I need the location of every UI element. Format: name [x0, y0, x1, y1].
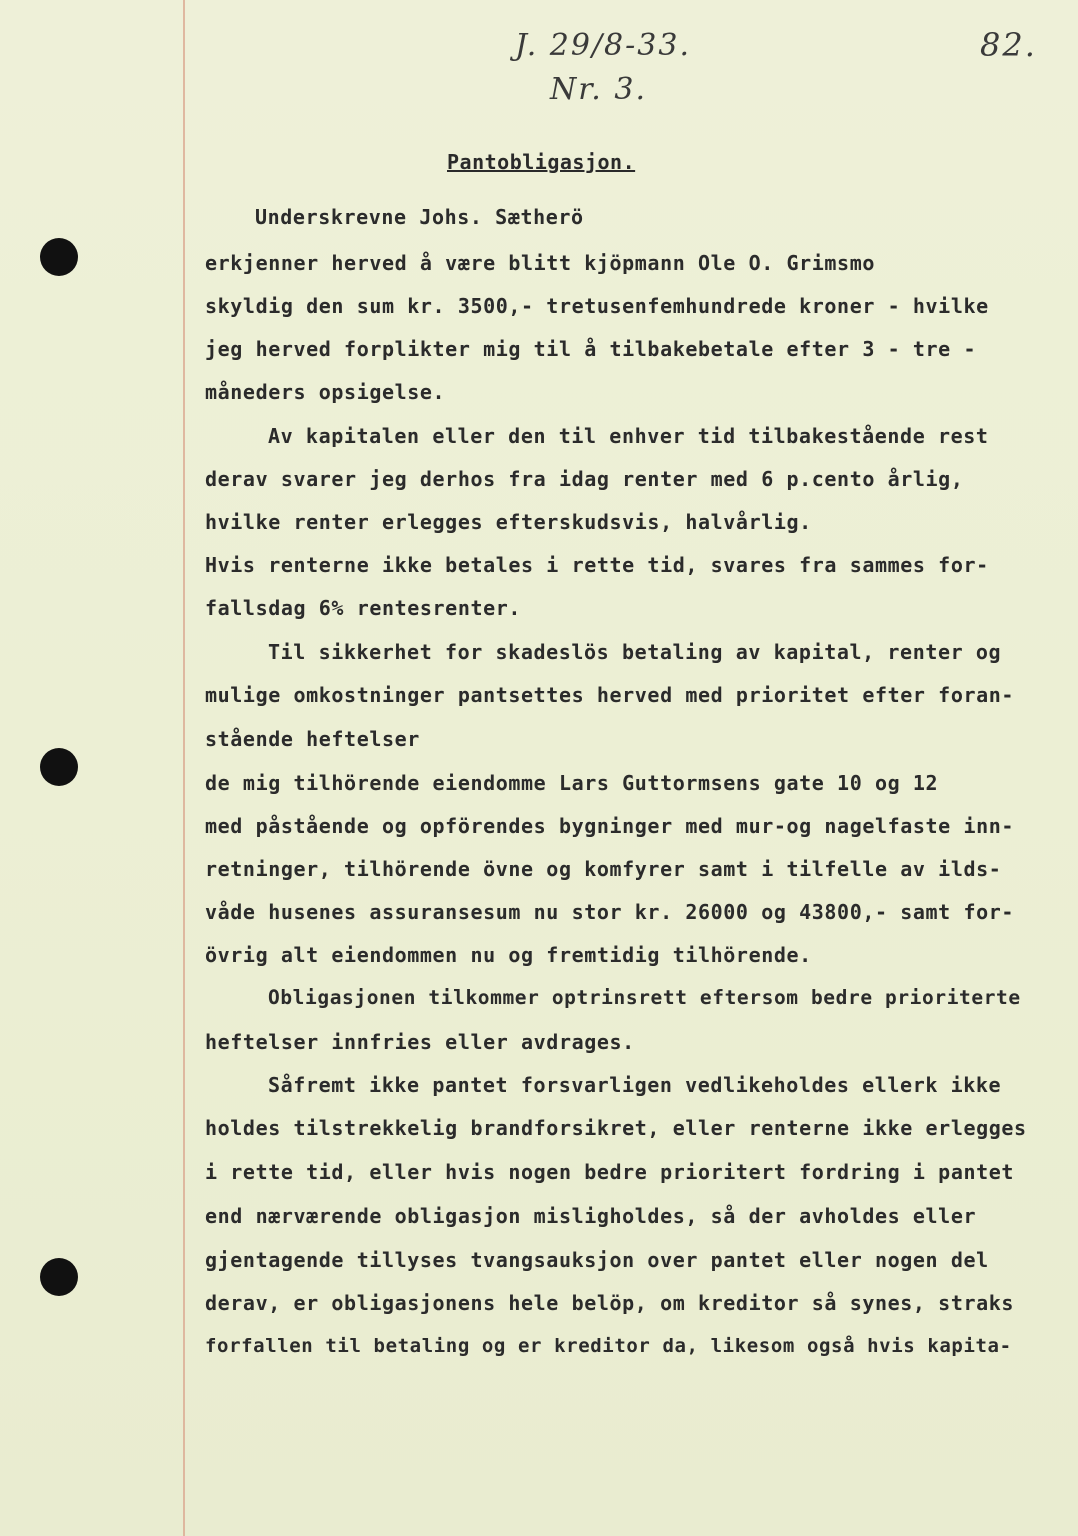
text-line: forfallen til betaling og er kreditor da, likesom også hvis kapita- [205, 1335, 1012, 1357]
text-line: måneders opsigelse. [205, 380, 446, 404]
text-line: jeg herved forplikter mig til å tilbakebetale efter 3 - tre - [205, 337, 977, 361]
text-line: Til sikkerhet for skadeslös betaling av kapital, renter og [268, 640, 1002, 664]
punch-hole-middle [40, 748, 78, 786]
text-line: fallsdag 6% rentesrenter. [205, 596, 522, 620]
text-line: Obligasjonen tilkommer optrinsrett eftersom bedre prioriterte [268, 986, 1021, 1009]
document-title: Pantobligasjon. [447, 150, 636, 174]
text-line: stående heftelser [205, 727, 420, 751]
margin-rule [183, 0, 185, 1536]
text-line: mulige omkostninger pantsettes herved med prioritet efter foran- [205, 683, 1015, 707]
text-line: våde husenes assuransesum nu stor kr. 26000 og 43800,- samt for- [205, 900, 1015, 924]
handwritten-number: Nr. 3. [550, 72, 647, 107]
text-line: övrig alt eiendommen nu og fremtidig tilhörende. [205, 943, 812, 967]
text-line: erkjenner herved å være blitt kjöpmann Ole O. Grimsmo [205, 251, 875, 275]
text-line: med påstående og opförendes bygninger med mur-og nagelfaste inn- [205, 814, 1015, 838]
text-line: heftelser innfries eller avdrages. [205, 1030, 635, 1054]
text-line: skyldig den sum kr. 3500,- tretusenfemhundrede kroner - hvilke [205, 294, 989, 318]
text-line: hvilke renter erlegges efterskudsvis, halvårlig. [205, 510, 812, 534]
text-line: holdes tilstrekkelig brandforsikret, eller renterne ikke erlegges [205, 1116, 1027, 1140]
text-line: gjentagende tillyses tvangsauksjon over pantet eller nogen del [205, 1248, 989, 1272]
text-line: derav, er obligasjonens hele belöp, om kreditor så synes, straks [205, 1291, 1015, 1315]
text-line: retninger, tilhörende övne og komfyrer samt i tilfelle av ilds- [205, 857, 1002, 881]
text-line: Såfremt ikke pantet forsvarligen vedlikeholdes ellerk ikke [268, 1073, 1002, 1097]
text-line: de mig tilhörende eiendomme Lars Guttormsens gate 10 og 12 [205, 771, 939, 795]
text-line: derav svarer jeg derhos fra idag renter med 6 p.cento årlig, [205, 467, 964, 491]
handwritten-date: J. 29/8-33. [515, 28, 691, 63]
page-number: 82. [980, 26, 1037, 64]
text-line: Hvis renterne ikke betales i rette tid, svares fra sammes for- [205, 553, 989, 577]
text-line: i rette tid, eller hvis nogen bedre prioritert fordring i pantet [205, 1160, 1015, 1184]
text-line: Underskrevne Johs. Sætherö [255, 205, 584, 229]
text-line: Av kapitalen eller den til enhver tid tilbakestående rest [268, 424, 989, 448]
punch-hole-bottom [40, 1258, 78, 1296]
punch-hole-top [40, 238, 78, 276]
text-line: end nærværende obligasjon misligholdes, så der avholdes eller [205, 1204, 977, 1228]
